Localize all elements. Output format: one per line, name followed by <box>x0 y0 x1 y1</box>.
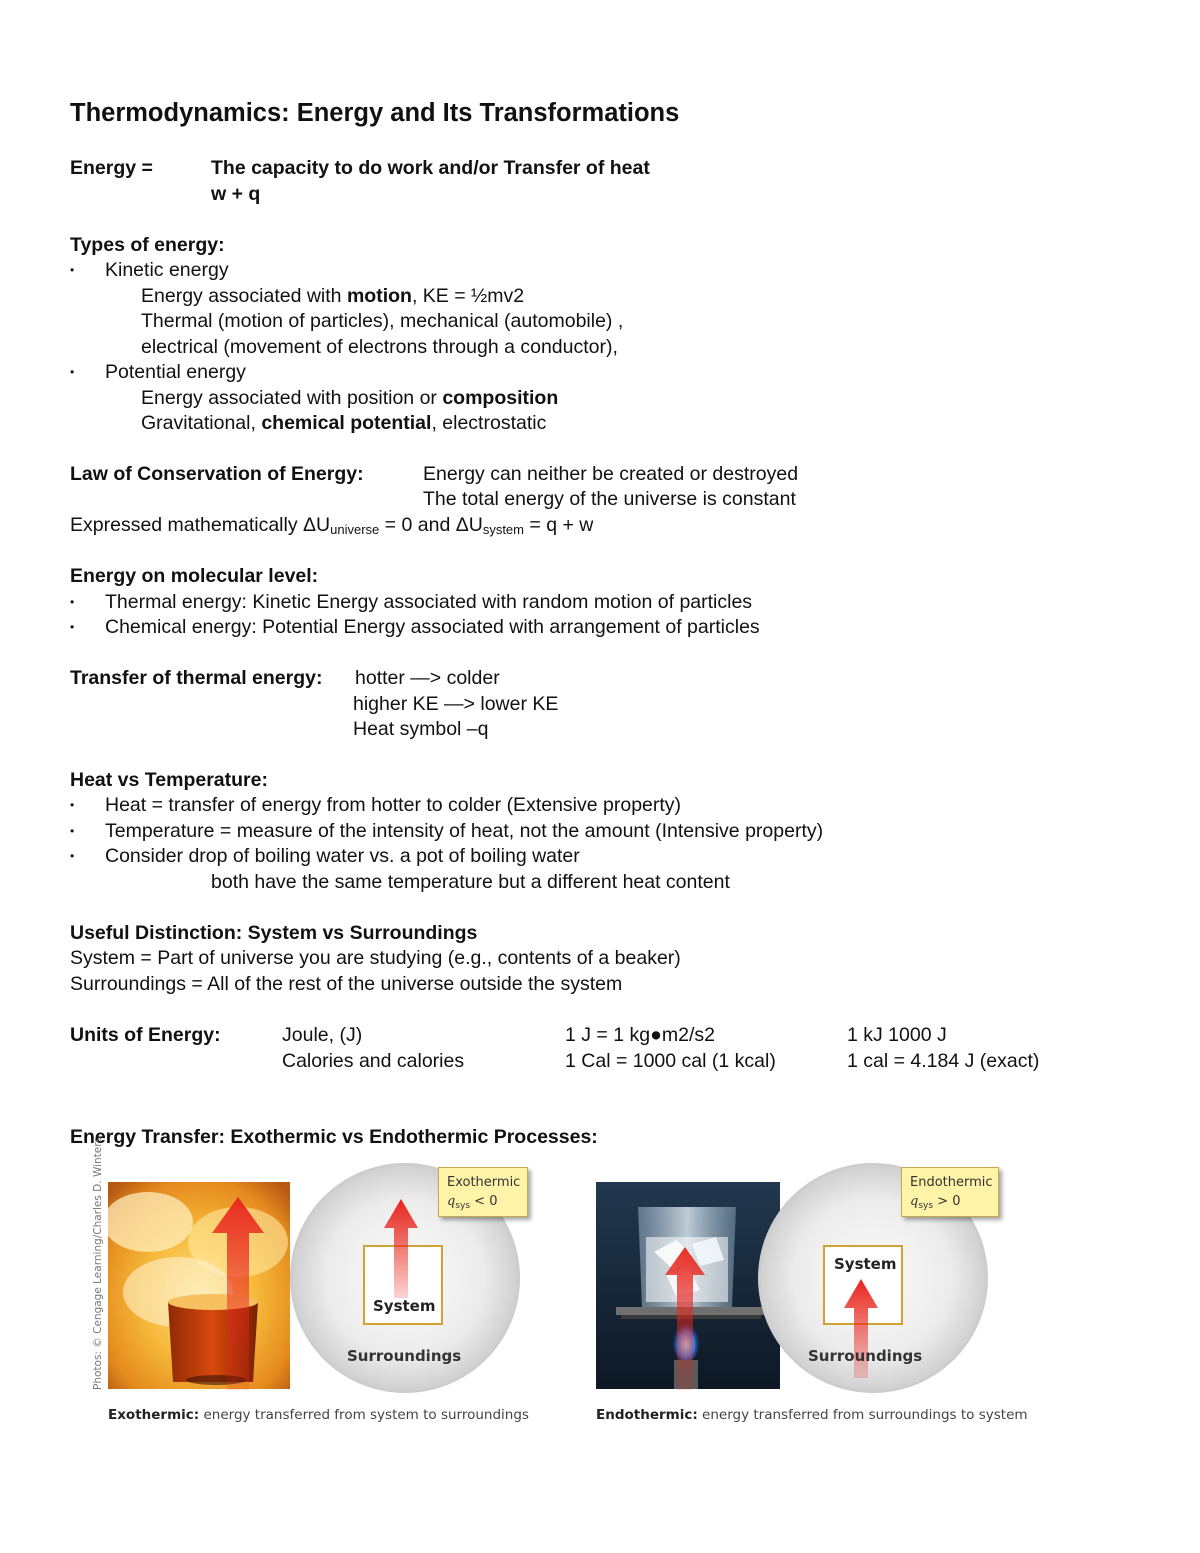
exothermic-caption: Exothermic: energy transferred from system to surroundings <box>108 1407 529 1423</box>
conservation-line-1: Energy can neither be created or destroyed <box>423 463 799 485</box>
boiling-item: Consider drop of boiling water vs. a pot of boiling water <box>105 845 580 867</box>
endothermic-caption: Endothermic: energy transferred from surroundings to system <box>596 1407 1028 1423</box>
molecular-item-thermal: Thermal energy: Kinetic Energy associated with random motion of particles <box>105 591 753 613</box>
endothermic-tag: Endothermic $q_{sys} > 0$ <box>901 1167 999 1217</box>
arrow-up-icon <box>663 1245 707 1390</box>
molecular-heading: Energy on molecular level: <box>70 565 319 587</box>
units-cell: 1 kJ 1000 J <box>847 1024 947 1046</box>
units-cell: 1 Cal = 1000 cal (1 kcal) <box>565 1050 776 1072</box>
units-heading: Units of Energy: <box>70 1024 221 1046</box>
conservation-equation: Expressed mathematically $\Delta U_{universe} = 0$ and $\Delta U_{system} = q + w$ <box>70 514 594 537</box>
bullet: • <box>70 849 75 863</box>
figure-heading: Energy Transfer: Exothermic vs Endothermic Processes: <box>70 1126 598 1148</box>
boiling-subline: both have the same temperature but a different heat content <box>211 871 730 893</box>
kinetic-line-1: Energy associated with motion, KE = ½mv2 <box>141 285 525 307</box>
system-label: System <box>834 1255 897 1273</box>
kinetic-line-3: electrical (movement of electrons through a conductor), <box>141 336 618 358</box>
surroundings-label: Surroundings <box>808 1347 923 1365</box>
system-label: System <box>373 1297 436 1315</box>
arrow-up-icon <box>383 1198 419 1298</box>
bullet: • <box>70 595 75 609</box>
types-heading: Types of energy: <box>70 234 225 256</box>
units-cell: Joule, (J) <box>282 1024 363 1046</box>
energy-formula: w + q <box>211 183 261 205</box>
surroundings-label: Surroundings <box>347 1347 462 1365</box>
units-cell: 1 J = 1 kg●m2/s2 <box>565 1024 715 1046</box>
temperature-item: Temperature = measure of the intensity of heat, not the amount (Intensive property) <box>105 820 824 842</box>
surroundings-definition: Surroundings = All of the rest of the universe outside the system <box>70 973 623 995</box>
bullet: • <box>70 620 75 634</box>
units-cell: 1 cal = 4.184 J (exact) <box>847 1050 1040 1072</box>
energy-definition: The capacity to do work and/or Transfer of heat <box>211 157 650 179</box>
arrow-up-icon <box>210 1195 266 1390</box>
heat-item: Heat = transfer of energy from hotter to colder (Extensive property) <box>105 794 682 816</box>
system-definition: System = Part of universe you are studying (e.g., contents of a beaker) <box>70 947 681 969</box>
energy-label: Energy = <box>70 157 153 179</box>
transfer-line-1: hotter —> colder <box>355 667 500 689</box>
distinction-heading: Useful Distinction: System vs Surroundings <box>70 922 478 944</box>
transfer-line-3: Heat symbol –q <box>353 718 489 740</box>
conservation-heading: Law of Conservation of Energy: <box>70 463 364 485</box>
transfer-heading: Transfer of thermal energy: <box>70 667 323 689</box>
heat-temp-heading: Heat vs Temperature: <box>70 769 268 791</box>
bullet: • <box>70 824 75 838</box>
units-cell: Calories and calories <box>282 1050 465 1072</box>
transfer-line-2: higher KE —> lower KE <box>353 693 559 715</box>
kinetic-energy-item: Kinetic energy <box>105 259 229 281</box>
potential-line-2: Gravitational, chemical potential, electrostatic <box>141 412 547 434</box>
bullet: • <box>70 798 75 812</box>
potential-energy-item: Potential energy <box>105 361 246 383</box>
potential-line-1: Energy associated with position or composition <box>141 387 559 409</box>
molecular-item-chemical: Chemical energy: Potential Energy associated with arrangement of particles <box>105 616 760 638</box>
bullet: • <box>70 365 75 379</box>
page-title: Thermodynamics: Energy and Its Transformations <box>70 99 680 127</box>
photo-credit: Photos: © Cengage Learning/Charles D. Winters <box>92 1136 104 1390</box>
exothermic-tag: Exothermic $q_{sys} < 0$ <box>438 1167 528 1217</box>
kinetic-line-2: Thermal (motion of particles), mechanical (automobile) , <box>141 310 624 332</box>
conservation-line-2: The total energy of the universe is constant <box>423 488 796 510</box>
bullet: • <box>70 263 75 277</box>
